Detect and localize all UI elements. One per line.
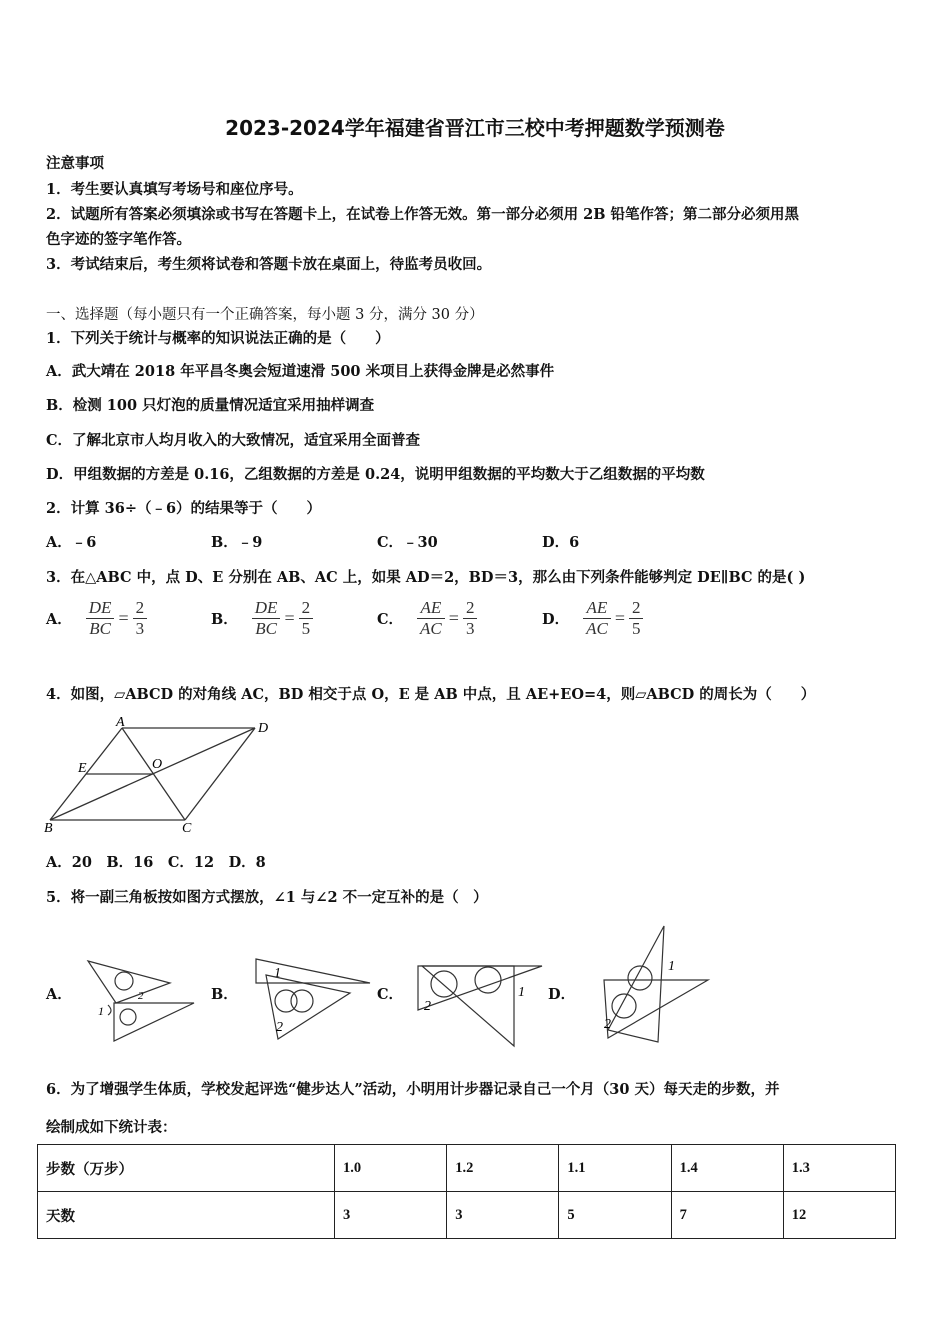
question-4-answers: A．20 B．16 C．12 D．8 xyxy=(46,854,266,871)
question-2-option-d: D．6 xyxy=(542,534,580,551)
option-label: B． xyxy=(211,611,238,628)
fraction-right xyxy=(299,598,314,639)
question-5-option-b-label: B． xyxy=(211,986,238,1003)
parallelogram-figure xyxy=(40,714,280,834)
angle-2-label: 2 xyxy=(138,990,144,1002)
table-cell: 1.1 xyxy=(559,1145,671,1192)
notice-heading: 注意事项 xyxy=(46,155,104,172)
equals-sign: = xyxy=(614,608,625,628)
numerator: AE xyxy=(583,598,611,619)
question-2-option-c: C．﹣30 xyxy=(377,534,438,551)
question-5-option-c-label: C． xyxy=(377,986,404,1003)
numerator: DE xyxy=(252,598,281,619)
denominator: BC xyxy=(255,619,277,638)
section-heading: 一、选择题（每小题只有一个正确答案，每小题 3 分，满分 30 分） xyxy=(46,307,484,323)
table-cell: 12 xyxy=(783,1192,895,1239)
table-cell: 3 xyxy=(447,1192,559,1239)
denominator: 3 xyxy=(135,619,145,638)
question-2-option-b: B．﹣9 xyxy=(211,534,263,551)
question-3-option-d xyxy=(542,598,643,639)
triangle-set-b xyxy=(252,955,372,1045)
numerator: 2 xyxy=(133,598,148,619)
fraction-left xyxy=(583,598,611,639)
question-1-option-c: C．了解北京市人均月收入的大致情况，适宜采用全面普查 xyxy=(46,432,421,449)
numerator: DE xyxy=(86,598,115,619)
triangle xyxy=(88,961,170,1003)
table-cell: 3 xyxy=(335,1192,447,1239)
question-1-option-a: A．武大靖在 2018 年平昌冬奥会短道速滑 500 米项目上获得金牌是必然事件 xyxy=(46,363,555,380)
fraction-right xyxy=(629,598,644,639)
notice-item: 1．考生要认真填写考场号和座位序号。 xyxy=(46,181,303,198)
label-e: E xyxy=(78,761,87,776)
question-3-stem: 3．在△ABC 中，点 D、E 分别在 AB、AC 上，如果 AD＝2，BD＝3，那么由下列条件能够判定 DE∥BC 的是( ) xyxy=(46,569,806,586)
label-b: B xyxy=(44,821,53,834)
triangle-hole xyxy=(475,967,501,993)
denominator: 3 xyxy=(465,619,475,638)
numerator: AE xyxy=(417,598,445,619)
question-2-option-a: A．﹣6 xyxy=(46,534,97,551)
angle-2-label: 2 xyxy=(604,1017,611,1032)
numerator: 2 xyxy=(629,598,644,619)
label-c: C xyxy=(182,821,192,834)
fraction-left xyxy=(86,598,115,639)
table-cell: 1.0 xyxy=(335,1145,447,1192)
table-row xyxy=(38,1145,896,1192)
numerator: 2 xyxy=(299,598,314,619)
option-label: D． xyxy=(542,611,570,628)
denominator: BC xyxy=(89,619,111,638)
triangle-set-d xyxy=(598,922,714,1046)
equals-sign: = xyxy=(118,608,129,628)
fraction-left xyxy=(417,598,445,639)
question-5-option-a-label: A． xyxy=(46,986,72,1003)
question-3-option-b xyxy=(211,598,313,639)
table-cell: 1.3 xyxy=(783,1145,895,1192)
question-1-option-b: B．检测 100 只灯泡的质量情况适宜采用抽样调查 xyxy=(46,397,375,414)
question-4-stem: 4．如图，▱ABCD 的对角线 AC，BD 相交于点 O，E 是 AB 中点，且 AE+EO=4，则▱ABCD 的周长为（ ） xyxy=(46,686,816,703)
angle-1-label: 1 xyxy=(274,966,281,981)
denominator: 5 xyxy=(631,619,641,638)
question-3-option-c xyxy=(377,598,477,639)
denominator: AC xyxy=(586,619,608,638)
notice-item: 3．考试结束后，考生须将试卷和答题卡放在桌面上，待监考员收回。 xyxy=(46,256,492,273)
denominator: 5 xyxy=(301,619,311,638)
label-a: A xyxy=(116,715,125,730)
table-header-cell: 步数（万步） xyxy=(38,1145,335,1192)
triangle-hole xyxy=(612,994,636,1018)
angle-2-label: 2 xyxy=(424,999,431,1014)
equals-sign: = xyxy=(448,608,459,628)
numerator: 2 xyxy=(463,598,478,619)
triangle-hole xyxy=(115,972,133,990)
triangle xyxy=(608,926,664,1042)
option-label: C． xyxy=(377,611,404,628)
steps-table xyxy=(37,1144,896,1239)
triangle xyxy=(422,966,514,1046)
question-2-stem: 2．计算 36÷（﹣6）的结果等于（ ） xyxy=(46,500,322,517)
question-1-option-d: D．甲组数据的方差是 0.16，乙组数据的方差是 0.24，说明甲组数据的平均数大于乙组数据的平均数 xyxy=(46,466,705,483)
label-o: O xyxy=(152,757,163,772)
notice-item: 色字迹的签字笔作答。 xyxy=(46,231,191,248)
question-1-stem: 1．下列关于统计与概率的知识说法正确的是（ ） xyxy=(46,330,390,347)
segment-dc xyxy=(185,728,255,820)
table-cell: 7 xyxy=(671,1192,783,1239)
label-d: D xyxy=(258,721,269,736)
question-6-stem-continued: 绘制成如下统计表： xyxy=(46,1119,177,1136)
angle-1-label: 1 xyxy=(518,985,525,1000)
table-cell: 5 xyxy=(559,1192,671,1239)
angle-1-label: 1 xyxy=(668,959,675,974)
triangle-hole xyxy=(291,990,313,1012)
triangle-hole xyxy=(431,971,457,997)
notice-item: 2．试题所有答案必须填涂或书写在答题卡上，在试卷上作答无效。第一部分必须用 2B 铅笔作答；第二部分必须用黑 xyxy=(46,206,800,223)
fraction-right xyxy=(463,598,478,639)
triangle-set-c xyxy=(414,960,546,1050)
fraction-left xyxy=(252,598,281,639)
triangle-set-a xyxy=(86,955,198,1045)
question-5-stem: 5．将一副三角板按如图方式摆放，∠1 与∠2 不一定互补的是（ ） xyxy=(46,889,488,906)
angle-1-label: 1 xyxy=(98,1004,104,1018)
page-title: 2023-2024学年福建省晋江市三校中考押题数学预测卷 xyxy=(225,116,725,140)
table-cell: 1.4 xyxy=(671,1145,783,1192)
angle-2-label: 2 xyxy=(276,1020,283,1035)
angle-arc xyxy=(108,1005,111,1015)
option-label: A． xyxy=(46,611,72,628)
table-header-cell: 天数 xyxy=(38,1192,335,1239)
table-cell: 1.2 xyxy=(447,1145,559,1192)
question-5-option-d-label: D． xyxy=(548,986,576,1003)
question-3-option-a xyxy=(46,598,147,639)
table-row xyxy=(38,1192,896,1239)
fraction-right xyxy=(133,598,148,639)
triangle-hole xyxy=(120,1009,136,1025)
question-6-stem: 6．为了增强学生体质，学校发起评选“健步达人”活动，小明用计步器记录自己一个月（30 天）每天走的步数，并 xyxy=(46,1081,780,1098)
equals-sign: = xyxy=(284,608,295,628)
denominator: AC xyxy=(420,619,442,638)
